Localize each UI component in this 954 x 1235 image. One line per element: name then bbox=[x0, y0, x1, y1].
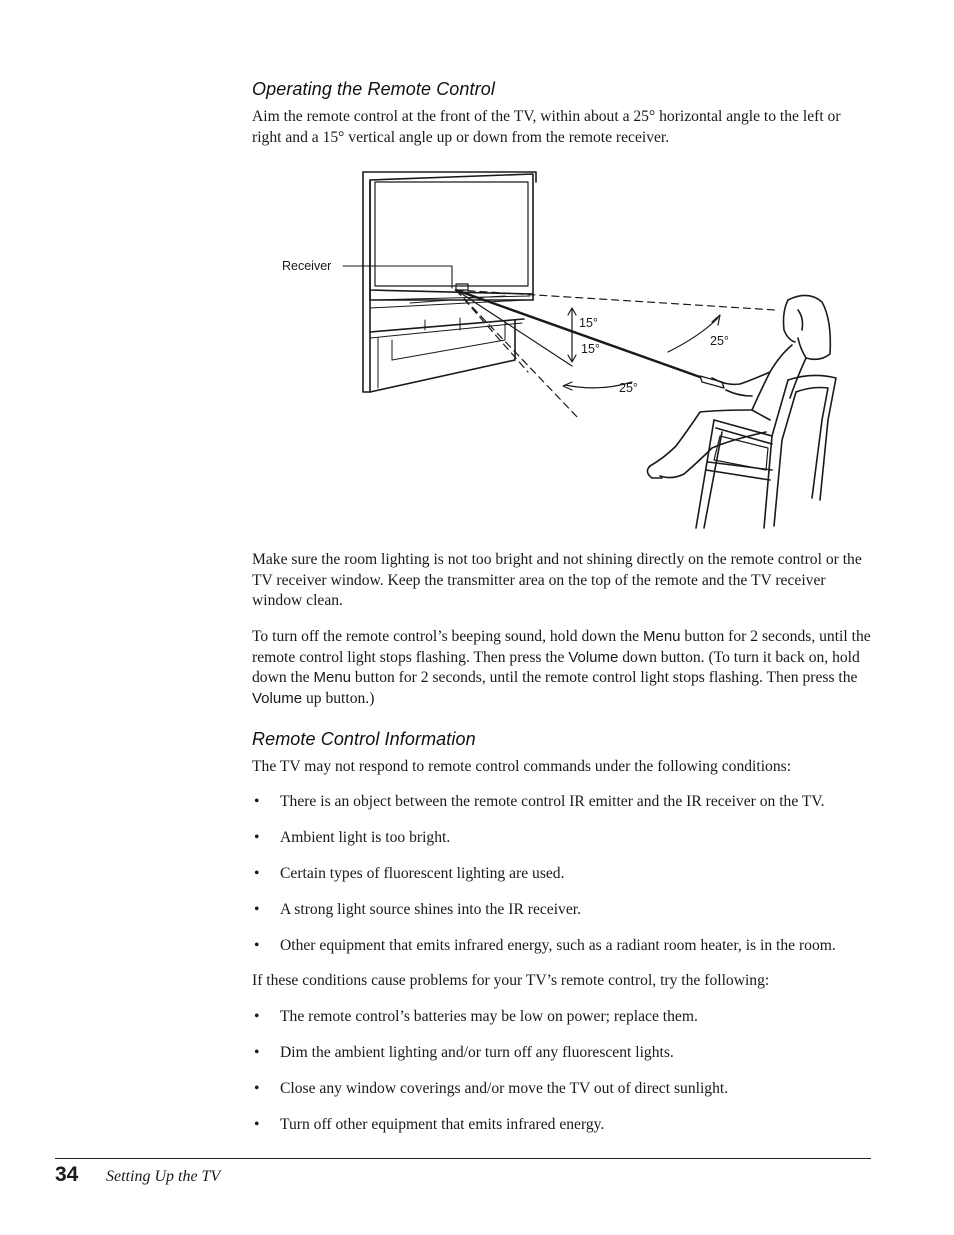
section-heading-operating: Operating the Remote Control bbox=[252, 79, 495, 99]
beep-paragraph bbox=[252, 627, 872, 709]
beep-text: To turn off the remote control’s beeping sound, hold down the bbox=[252, 628, 643, 645]
beep-text: button for 2 seconds, until the remote control light stops flashing. Then press the bbox=[252, 628, 871, 666]
bullet-marker: • bbox=[254, 1116, 260, 1133]
remedy-text: The remote control’s batteries may be low on power; replace them. bbox=[280, 1008, 698, 1025]
lighting-paragraph: Make sure the room lighting is not too bright and not shining directly on the remote control or the TV receiver window. Keep the transmitter area on the top of the remote and the TV receiver window clean. bbox=[252, 551, 862, 610]
bullet-marker: • bbox=[254, 937, 260, 954]
page-number: 34 bbox=[55, 1163, 79, 1186]
remedy-intro-paragraph: If these conditions cause problems for your TV’s remote control, try the following: bbox=[252, 972, 770, 989]
bullet-marker: • bbox=[254, 865, 260, 882]
remedy-text: Dim the ambient lighting and/or turn off any fluorescent lights. bbox=[280, 1044, 674, 1061]
section-heading-information: Remote Control Information bbox=[252, 729, 476, 749]
footer-divider bbox=[55, 1158, 871, 1159]
angle-label-vertical-down: 15° bbox=[581, 342, 600, 356]
bullet-marker: • bbox=[254, 793, 260, 810]
tv-illustration bbox=[363, 172, 536, 392]
bullet-marker: • bbox=[254, 901, 260, 918]
menu-button-name: Menu bbox=[643, 628, 681, 645]
condition-text: There is an object between the remote control IR emitter and the IR receiver on the TV. bbox=[280, 793, 825, 810]
information-intro-paragraph: The TV may not respond to remote control commands under the following conditions: bbox=[252, 758, 792, 775]
angle-label-horizontal-right: 25° bbox=[710, 334, 729, 348]
person-illustration bbox=[647, 295, 836, 528]
remedy-text: Turn off other equipment that emits infrared energy. bbox=[280, 1116, 605, 1133]
beep-text: up button.) bbox=[302, 689, 375, 707]
beep-text: down button. (To turn it back on, hold down the bbox=[252, 648, 860, 687]
bullet-marker: • bbox=[254, 1008, 260, 1025]
bullet-marker: • bbox=[254, 829, 260, 846]
condition-text: Other equipment that emits infrared energy, such as a radiant room heater, is in the room. bbox=[280, 937, 836, 954]
condition-text: Ambient light is too bright. bbox=[280, 829, 451, 846]
receiver-label: Receiver bbox=[282, 259, 332, 273]
angle-label-horizontal-left: 25° bbox=[619, 381, 638, 395]
bullet-marker: • bbox=[254, 1080, 260, 1097]
condition-text: Certain types of fluorescent lighting are used. bbox=[280, 865, 565, 882]
angle-label-vertical-up: 15° bbox=[579, 316, 598, 330]
menu-button-name: Menu bbox=[313, 669, 352, 687]
operating-intro-paragraph: Aim the remote control at the front of the TV, within about a 25° horizontal angle to the left or right and a 15° vertical angle up or down from the remote receiver. bbox=[252, 108, 841, 146]
condition-text: A strong light source shines into the IR receiver. bbox=[280, 901, 581, 918]
volume-button-name: Volume bbox=[568, 648, 619, 666]
beep-text: button for 2 seconds, until the remote control light stops flashing. Then press the bbox=[351, 669, 858, 687]
running-footer-title: Setting Up the TV bbox=[106, 1168, 221, 1185]
volume-button-name: Volume bbox=[252, 689, 303, 707]
receiver-leader bbox=[343, 266, 452, 288]
remedy-text: Close any window coverings and/or move the TV out of direct sunlight. bbox=[280, 1080, 729, 1097]
bullet-marker: • bbox=[254, 1044, 260, 1061]
